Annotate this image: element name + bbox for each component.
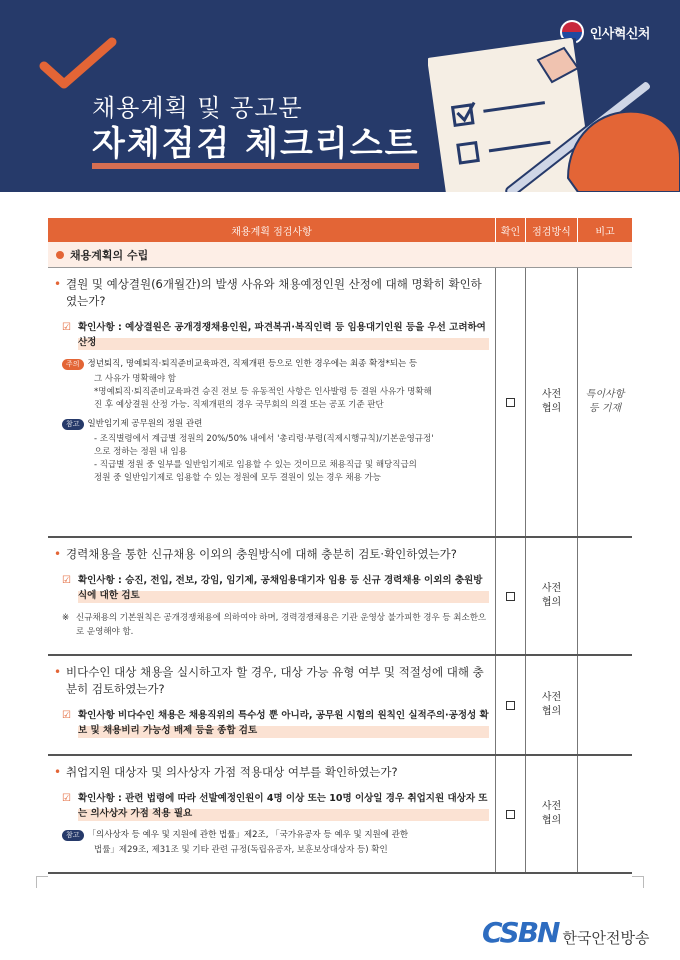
row-content: • 경력채용을 통한 신규채용 이외의 충원방식에 대해 충분히 검토·확인하였는가? ☑ 확인사항 : 승진, 전입, 전보, 강임, 임기제, 공채임용대기자 임용 등 신규 경력채용 이외의 충원방식에 대한 검토 ※ 신규채용의 기본원칙은 공개경쟁채용에 의하여야 하며, 경력경쟁채용은 기관 운영상 불가피한 경우 등 최소한으로 운영해야 함.: [48, 538, 496, 654]
column-header: 점검방식: [526, 218, 578, 242]
title-line2: 자체점검 체크리스트: [92, 124, 419, 169]
confirm-checkbox[interactable]: [506, 701, 515, 710]
confirm-item: ☑ 확인사항 : 승진, 전입, 전보, 강임, 임기제, 공채임용대기자 임용 등 신규 경력채용 이외의 충원방식에 대한 검토: [54, 573, 489, 603]
remark-cell: 특이사항 등 기재: [585, 389, 625, 414]
row-content: • 결원 및 예상결원(6개월간)의 발생 사유와 채용예정인원 산정에 대해 명확히 확인하였는가? ☑ 확인사항 : 예상결원은 공개경쟁채용인원, 파견복귀·복직인력 등 임용대기인원 등을 우선 고려하여 산정 주의 정년퇴직, 명예퇴직·퇴직준비교육파견, 직제개편 등으로 인한 경우에는 최종 확정*되는 등 그 사유가 명확해야 함 *명예퇴직·퇴직준비교육파견 승진 전보 등 유동적인 사항은 인사발령 등 결원 사유가 명확해 진 후 예상결원 산정 가능. 직제개편의 경우 국무회의 의결 또는 공포 기준 판단 참고 일반임기제 공무원의 정원 관련 - 조직별령에서 계급별 정원의 20%/50% 내에서 '총리령·부령(직제시행규칙)/기본운영규정' 으로 정하는 정원 내 임용 - 직급별 정원 중 일부를 일반임기제로 임용할 수 있는 것이므로 채용직급 및 해당직급의 정원 중 일반임기제로 임용할 수 있는 정원에 모두 결원이 있는 경우 채용 가능: [48, 268, 496, 536]
confirm-cell: [496, 268, 526, 536]
confirm-cell: [496, 756, 526, 872]
checked-box-icon: ☑: [62, 575, 71, 586]
row-content: • 취업지원 대상자 및 의사상자 가점 적용대상 여부를 확인하였는가? ☑ 확인사항 : 관련 법령에 따라 선발예정인원이 4명 이상 또는 10명 이상일 경우 취업지원 대상자 또는 의사상자 가점 적용 필요 참고 「의사상자 등 예우 및 지원에 관한 법률」제2조, 「국가유공자 등 예우 및 지원에 관한 법률」제29조, 제31조 및 기타 관련 규정(독립유공자, 보훈보상대상자 등) 확인: [48, 756, 496, 872]
question: • 경력채용을 통한 신규채용 이외의 충원방식에 대해 충분히 검토·확인하였는가?: [54, 547, 457, 561]
confirm-checkbox[interactable]: [506, 810, 515, 819]
method-cell: 사전 협의: [526, 756, 578, 872]
broadcaster-logo: CSBN: [482, 916, 559, 949]
bullet-icon: •: [54, 665, 62, 679]
row-content: [48, 656, 496, 754]
checkmark-icon: [38, 36, 118, 96]
table-row: [48, 538, 632, 656]
bullet-icon: •: [54, 547, 62, 561]
page-corner-mark: [632, 876, 644, 888]
broadcaster-watermark: [482, 918, 649, 948]
question: • 비다수인 대상 채용을 실시하고자 할 경우, 대상 가능 유형 여부 및 적절성에 대해 충분히 검토하였는가?: [54, 665, 484, 696]
bullet-icon: •: [54, 765, 62, 779]
confirm-cell: [496, 656, 526, 754]
method-cell: 사전 협의: [526, 538, 578, 654]
remark-cell: [578, 756, 632, 872]
remark-cell: [578, 538, 632, 654]
table-row: [48, 268, 632, 538]
confirm-checkbox[interactable]: [506, 592, 515, 601]
column-header: 비고: [595, 226, 615, 238]
bullet-icon: •: [54, 277, 62, 291]
title-line1: 채용계획 및 공고문: [92, 94, 303, 122]
table-header: [48, 218, 632, 242]
checked-box-icon: ☑: [62, 710, 71, 721]
checklist-table: [48, 218, 632, 874]
confirm-cell: [496, 538, 526, 654]
method-cell: 사전 협의: [526, 268, 578, 536]
section-heading: 채용계획의 수립: [48, 242, 632, 268]
reference-badge: 참고: [62, 830, 84, 841]
confirm-item: ☑ 확인사항 : 예상결원은 공개경쟁채용인원, 파견복귀·복직인력 등 임용대기인원 등을 우선 고려하여 산정: [54, 320, 489, 350]
header-banner: [0, 0, 680, 192]
table-row: [48, 656, 632, 756]
table-row: [48, 756, 632, 874]
confirm-checkbox[interactable]: [506, 398, 515, 407]
page-corner-mark: [36, 876, 48, 888]
reference-badge: 참고: [62, 419, 84, 430]
checklist-illustration-icon: [428, 38, 680, 192]
column-header: 확인: [496, 218, 526, 242]
checked-box-icon: ☑: [62, 322, 71, 333]
checked-box-icon: ☑: [62, 793, 71, 804]
remark-cell: [578, 656, 632, 754]
bullet-icon: [56, 251, 64, 259]
confirm-item: ☑ 확인사항 : 관련 법령에 따라 선발예정인원이 4명 이상 또는 10명 이상일 경우 취업지원 대상자 또는 의사상자 가점 적용 필요: [62, 793, 488, 819]
method-cell: 사전 협의: [526, 656, 578, 754]
broadcaster-name: 한국안전방송: [562, 929, 650, 947]
org-name: 인사혁신처: [589, 26, 650, 42]
confirm-item: ☑ 확인사항 비다수인 채용은 채용직위의 특수성 뿐 아니라, 공무원 시험의 원칙인 실적주의·공정성 확보 및 채용비리 가능성 배제 등을 종합 검토: [62, 710, 489, 736]
column-header: 채용계획 점검사항: [48, 218, 496, 242]
question: • 취업지원 대상자 및 의사상자 가점 적용대상 여부를 확인하였는가?: [54, 765, 398, 779]
caution-badge: 주의: [62, 359, 84, 370]
question: • 결원 및 예상결원(6개월간)의 발생 사유와 채용예정인원 산정에 대해 명확히 확인하였는가?: [54, 277, 482, 308]
